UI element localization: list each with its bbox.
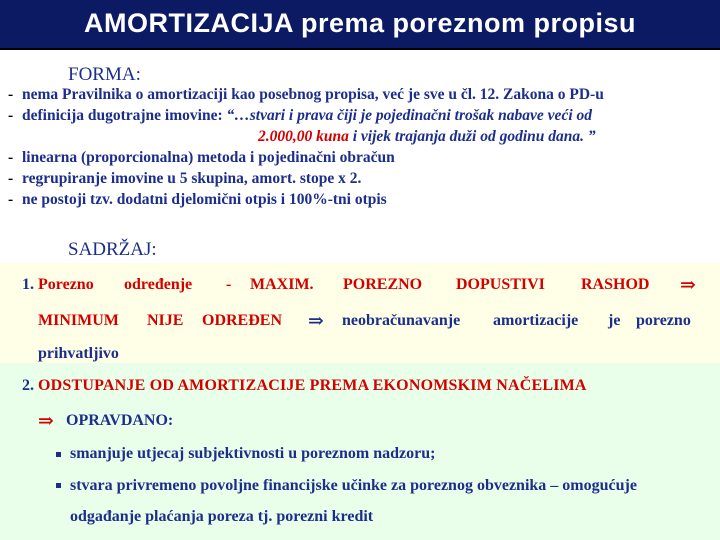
bullet-dash: - (8, 149, 14, 166)
point-1-word-odredjen: ODREĐEN (202, 312, 283, 329)
point-2-bullet-1: smanjuje utjecaj subjektivnosti u poreznom nadzoru; (70, 445, 436, 462)
implies-arrow-icon: ⇒ (38, 411, 54, 432)
point-2-heading: ODSTUPANJE OD AMORTIZACIJE PREMA EKONOMSKIM NAČELIMA (38, 377, 587, 394)
amount-highlight: 2.000,00 kuna (258, 128, 349, 145)
point-1-word-porezno-lower: porezno (636, 312, 691, 329)
point-1-word-odredjenje: određenje (124, 276, 193, 293)
point-1-number: 1. (22, 276, 34, 293)
title-bar (0, 0, 720, 50)
point-1-dash: - (226, 276, 232, 293)
square-bullet-icon (56, 483, 61, 488)
point-1-word-nije: NIJE (147, 312, 184, 329)
implies-arrow-icon: ⇒ (680, 275, 696, 296)
sadrzaj-heading: SADRŽAJ: (68, 239, 157, 260)
forma-line-2-label: definicija dugotrajne imovine: (22, 107, 227, 124)
forma-line-2-rest: i vijek trajanja duži od godinu dana. ” (348, 128, 596, 145)
slide-title: AMORTIZACIJA prema poreznom propisu (83, 8, 637, 38)
point-2-bullet-2: stvara privremeno povoljne financijske učinke za poreznog obveznika – omogućuje (70, 477, 637, 494)
point-1-word-rashod: RASHOD (581, 276, 650, 293)
bullet-dash: - (8, 86, 14, 103)
point-1-word-minimum: MINIMUM (38, 312, 119, 329)
forma-line-4 (8, 170, 361, 188)
point-1-word-amortizacije: amortizacije (493, 312, 579, 329)
point-1-word-porezno-caps: POREZNO (343, 276, 423, 293)
bullet-dash: - (8, 170, 14, 187)
forma-line-5 (8, 191, 387, 209)
point-2-number: 2. (22, 377, 34, 394)
square-bullet-icon (56, 452, 61, 457)
forma-heading: FORMA: (68, 64, 141, 85)
point-1-word-dopustivi: DOPUSTIVI (456, 276, 545, 293)
forma-line-1-text: nema Pravilnika o amortizaciji kao posebnog propisa, već je sve u čl. 12. Zakona o PD-u (22, 86, 604, 103)
bullet-dash: - (8, 191, 14, 208)
bullet-dash: - (8, 107, 14, 124)
forma-line-2-continuation (258, 128, 596, 146)
forma-line-2 (8, 107, 592, 125)
point-2-bullet-2-continuation: odgađanje plaćanja poreza tj. porezni kredit (70, 508, 374, 525)
forma-line-3-text: linearna (proporcionalna) metoda i pojedinačni obračun (22, 149, 395, 166)
forma-line-1 (8, 86, 604, 104)
point-1-word-neobracunavanje: neobračunavanje (342, 312, 461, 329)
implies-arrow-icon: ⇒ (308, 311, 324, 332)
opravdano-label: OPRAVDANO: (66, 412, 174, 429)
point-1-word-je: je (608, 312, 621, 329)
forma-line-3 (8, 149, 395, 167)
point-1-word-prihvatljivo: prihvatljivo (38, 345, 119, 362)
point-1-word-porezno: Porezno (38, 276, 94, 293)
forma-line-4-text: regrupiranje imovine u 5 skupina, amort. stope x 2. (22, 170, 362, 187)
forma-line-5-text: ne postoji tzv. dodatni djelomični otpis i 100%-tni otpis (22, 191, 387, 208)
point-1-word-maxim: MAXIM. (250, 276, 314, 293)
forma-line-2-quote: “…stvari i prava čiji je pojedinačni trošak nabave veći od (226, 107, 592, 124)
